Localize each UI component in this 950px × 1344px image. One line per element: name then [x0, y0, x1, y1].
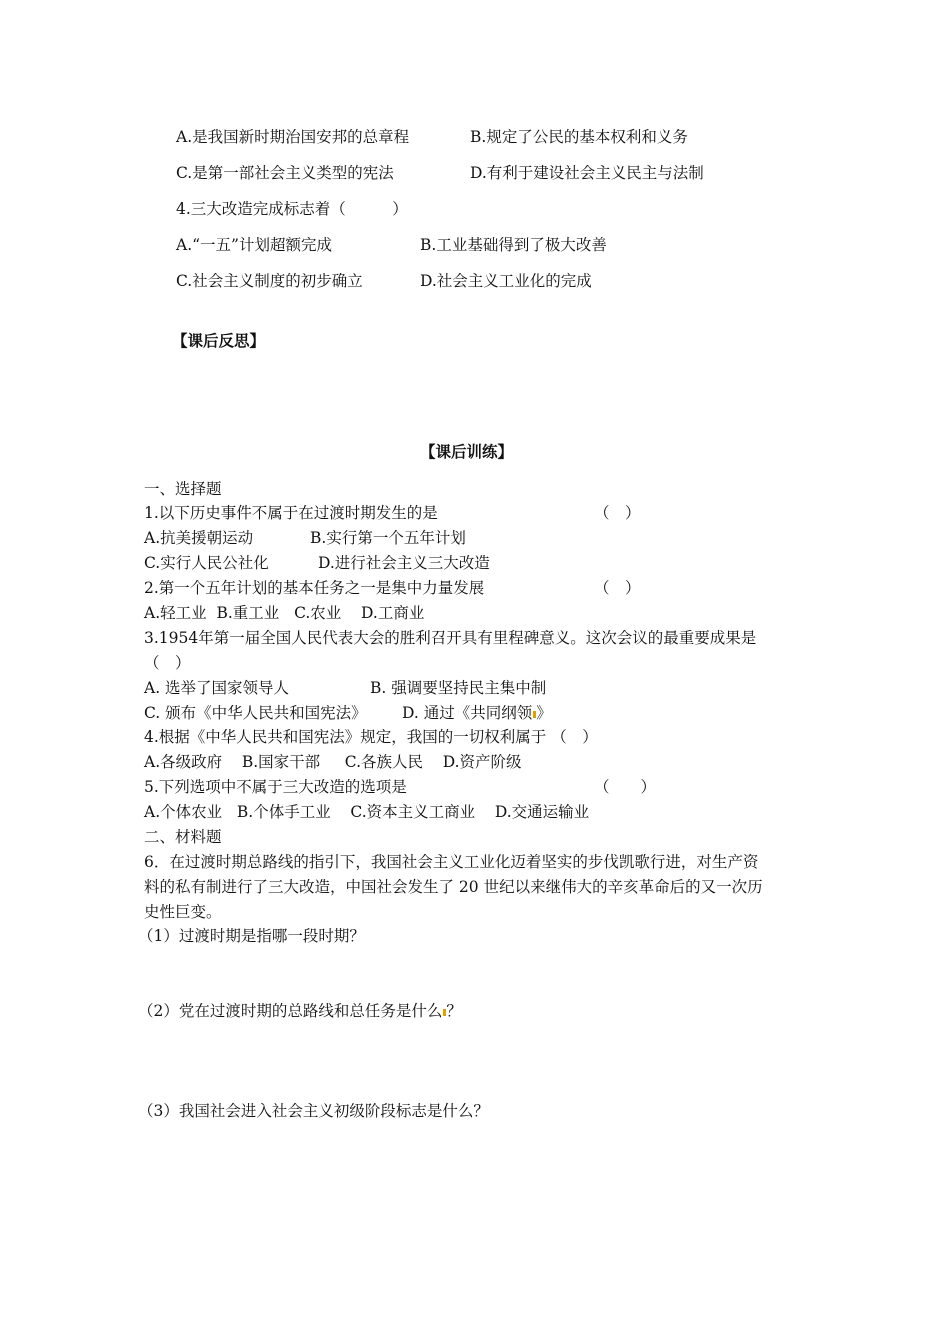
section-title: 二、材料题 — [144, 828, 222, 846]
sub-question: （3）我国社会进入社会主义初级阶段标志是什么？ — [138, 1102, 489, 1120]
option-d: D.有利于建设社会主义民主与法制 — [470, 164, 704, 182]
option-b: B. 强调要坚持民主集中制 — [370, 679, 547, 697]
question-stem: 2.第一个五年计划的基本任务之一是集中力量发展 — [144, 579, 485, 597]
option-c: C.是第一部社会主义类型的宪法 — [176, 164, 394, 182]
material-text-line: 料的私有制进行了三大改造，中国社会发生了 20 世纪以来继伟大的辛亥革命后的又一次历 — [144, 878, 763, 896]
option-d: D. 通过《共同纲领 — [402, 704, 533, 722]
question-stem: 1.以下历史事件不属于在过渡时期发生的是 — [144, 504, 438, 522]
sub-question-line — [138, 1001, 462, 1021]
option-d-tail: 》 — [536, 704, 552, 722]
question-stem: 4.三大改造完成标志着（ ） — [176, 200, 408, 218]
sub-question: （1）过渡时期是指哪一段时期？ — [138, 927, 365, 945]
option-c: C.社会主义制度的初步确立 — [176, 272, 363, 290]
section-title: 一、选择题 — [144, 480, 222, 498]
question-stem: 3.1954年第一届全国人民代表大会的胜利召开具有里程碑意义。这次会议的最重要成果是 — [144, 629, 757, 647]
option-b: B.工业基础得到了极大改善 — [420, 236, 607, 254]
option-a: A. 选举了国家领导人 — [144, 679, 290, 697]
options-row: A.各级政府 B.国家干部 C.各族人民 D.资产阶级 — [144, 753, 522, 771]
option-d-line — [402, 703, 552, 723]
option-b: B.规定了公民的基本权利和义务 — [470, 128, 688, 146]
reflection-heading: 【课后反思】 — [172, 331, 266, 350]
training-heading: 【课后训练】 — [420, 442, 514, 461]
material-text-line: 6．在过渡时期总路线的指引下，我国社会主义工业化迈着坚实的步伐凯歌行进，对生产资 — [144, 853, 759, 871]
sub-question: （2）党在过渡时期的总路线和总任务是什么 — [138, 1002, 443, 1020]
answer-parentheses: （ ） — [594, 504, 641, 522]
sub-question-tail: ？ — [446, 1002, 462, 1020]
material-text-line: 史性巨变。 — [144, 903, 222, 921]
option-d: D.进行社会主义三大改造 — [318, 554, 490, 572]
options-row: A.个体农业 B.个体手工业 C.资本主义工商业 D.交通运输业 — [144, 803, 590, 821]
option-c: C. 颁布《中华人民共和国宪法》 — [144, 704, 367, 722]
option-a: A.抗美援朝运动 — [144, 529, 254, 547]
option-a: A.是我国新时期治国安邦的总章程 — [176, 128, 410, 146]
option-b: B.实行第一个五年计划 — [310, 529, 466, 547]
answer-parentheses: （ ） — [144, 654, 191, 672]
option-d: D.社会主义工业化的完成 — [420, 272, 592, 290]
answer-parentheses: （ ） — [594, 778, 657, 796]
option-a: A.“一五”计划超额完成 — [176, 236, 332, 254]
answer-parentheses: （ ） — [594, 579, 641, 597]
question-stem: 4.根据《中华人民共和国宪法》规定，我国的一切权利属于 （ ） — [144, 728, 598, 746]
options-row: A.轻工业 B.重工业 C.农业 D.工商业 — [144, 604, 425, 622]
question-stem: 5.下列选项中不属于三大改造的选项是 — [144, 778, 407, 796]
option-c: C.实行人民公社化 — [144, 554, 269, 572]
